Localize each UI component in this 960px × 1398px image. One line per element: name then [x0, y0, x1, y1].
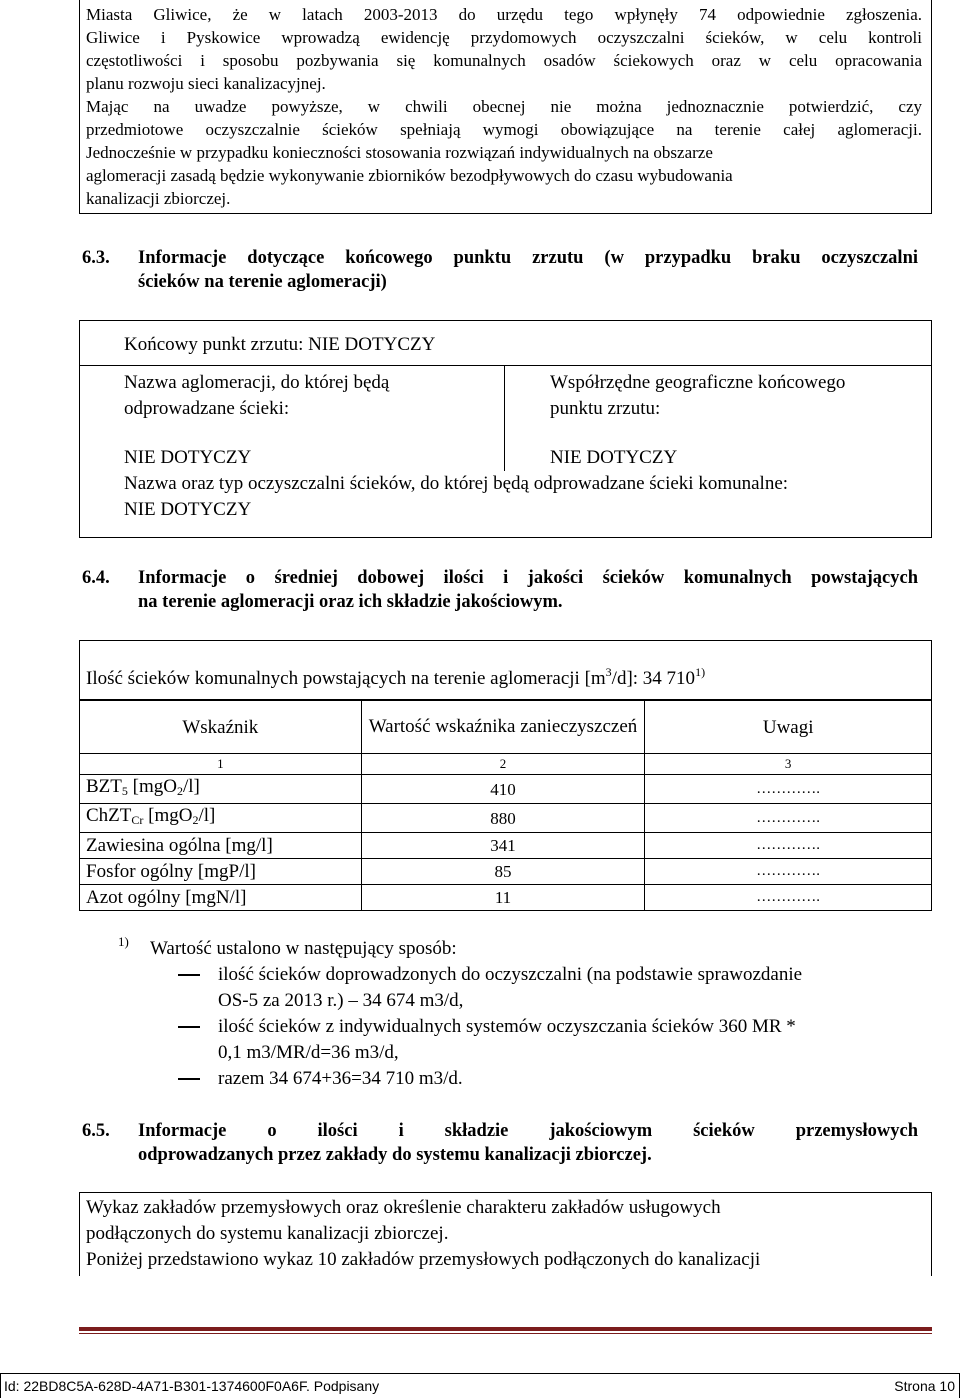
section-title: Informacje dotyczące końcowego punktu zrzutu (w przypadku braku oczyszczalni ścieków na terenie aglomeracji) [138, 248, 918, 292]
dash-bullet [178, 1078, 200, 1080]
indicator-value: 11 [361, 885, 645, 911]
plant-type-label: Nazwa oraz typ oczyszczalni ścieków, do której będą odprowadzane ścieki komunalne: [124, 473, 789, 494]
column-number: 2 [361, 754, 645, 775]
footer-rule-thin [79, 1333, 932, 1334]
text-line: częstotliwości i sposobu pozbywania się komunalnych osadów ściekowych oraz w celu opracowania [86, 51, 922, 70]
box-divider-vertical [504, 365, 505, 471]
text-line: Gliwice i Pyskowice wprowadzą ewidencję przydomowych oczyszczalni ścieków, w celu kontroli [86, 28, 922, 47]
section-number: 6.4. [82, 568, 110, 588]
section-number: 6.3. [82, 248, 110, 268]
footer-rule [79, 1327, 932, 1331]
box-divider-horizontal [80, 365, 931, 366]
agglomeration-name-label: Nazwa aglomeracji, do której będą odprowadzane ścieki: [124, 372, 390, 419]
indicator-name: ChZT$_{Cr}$ [mgO$_2$/l] [80, 804, 362, 833]
industrial-plants-box [79, 1192, 932, 1276]
text-line: przedmiotowe oczyszczalnie ścieków spełniają wymogi obowiązujące na terenie całej aglomeracji. [86, 120, 922, 139]
text-line: podłączonych do systemu kanalizacji zbiorczej. [86, 1223, 449, 1244]
indicator-name: Zawiesina ogólna [mg/l] [80, 833, 362, 859]
indicator-note: …………. [645, 885, 932, 911]
discharge-point-box [79, 320, 932, 538]
dash-bullet [178, 1026, 200, 1028]
indicator-value: 880 [361, 804, 645, 833]
indicator-value: 410 [361, 775, 645, 804]
text-line: Poniżej przedstawiono wykaz 10 zakładów przemysłowych podłączonych do kanalizacji [86, 1249, 761, 1270]
footnote-intro: Wartość ustalono w następujący sposób: [150, 938, 457, 959]
header-value: Wartość wskaźnika zanieczyszczeń [361, 701, 645, 754]
dash-bullet [178, 974, 200, 976]
indicator-value: 341 [361, 833, 645, 859]
footnote-ref: 1) [695, 665, 706, 679]
table-row [80, 775, 932, 804]
table-row [80, 885, 932, 911]
continuation-box [79, 0, 932, 214]
section-6-5-heading [82, 1119, 922, 1171]
list-item: ilość ścieków z indywidualnych systemów oczyszczania ścieków 360 MR * 0,1 m3/MR/d=36 m3/d, [178, 1014, 918, 1066]
coordinates-label: Współrzędne geograficzne końcowego punktu zrzutu: [550, 372, 846, 419]
text-line: Mając na uwadze powyższe, w chwili obecnej nie można jednoznacznie potwierdzić, czy [86, 97, 922, 116]
column-number: 3 [645, 754, 932, 775]
list-item: razem 34 674+36=34 710 m3/d. [178, 1066, 918, 1092]
table-header-row [80, 701, 932, 754]
table-row [80, 859, 932, 885]
list-item: ilość ścieków doprowadzonych do oczyszczalni (na podstawie sprawozdanie OS-5 za 2013 r.) – 34 674 m3/d, [178, 962, 918, 1014]
indicator-note: …………. [645, 833, 932, 859]
quantity-text: Ilość ścieków komunalnych powstających na terenie aglomeracji $[m^3/d]$: 34 710$^{1)}$ [86, 665, 706, 689]
indicator-value: 85 [361, 859, 645, 885]
column-number: 1 [80, 754, 362, 775]
section-title: Informacje o średniej dobowej ilości i jakości ścieków komunalnych powstających na terenie aglomeracji oraz ich składzie jakościowym. [138, 568, 918, 612]
section-number: 6.5. [82, 1121, 110, 1141]
footer-bar [0, 1373, 960, 1398]
box-text [86, 1195, 760, 1273]
text-line: Jednocześnie w przypadku konieczności stosowania rozwiązań indywidualnych na obszarze [86, 143, 713, 162]
table-column-numbers-row [80, 754, 932, 775]
indicator-note: …………. [645, 804, 932, 833]
plant-type-value: NIE DOTYCZY [124, 499, 252, 520]
indicator-name: $BZT_5$ [mgO$_2$/l] [80, 775, 362, 804]
section-title: Informacje o ilości i składzie jakościowym ścieków przemysłowych odprowadzanych przez zakłady do systemu kanalizacji zbiorczej. [138, 1121, 918, 1165]
quantity-box [79, 640, 932, 700]
indicator-note: …………. [645, 775, 932, 804]
section-6-3-heading [82, 246, 922, 298]
continuation-text [86, 3, 922, 210]
page-number: Strona 10 [894, 1378, 955, 1394]
text-line: Wykaz zakładów przemysłowych oraz określenie charakteru zakładów usługowych [86, 1197, 721, 1218]
document-id: Id: 22BD8C5A-628D-4A71-B301-1374600F0A6F. Podpisany [4, 1378, 380, 1394]
footnote-mark: 1) [118, 934, 129, 949]
text-line: kanalizacji zbiorczej. [86, 189, 231, 208]
table-row [80, 804, 932, 833]
indicator-note: …………. [645, 859, 932, 885]
pollutant-indicator-table [79, 700, 932, 911]
text-line: aglomeracji zasadą będzie wykonywanie zbiorników bezodpływowych do czasu wybudowania [86, 166, 733, 185]
header-indicator: Wskaźnik [80, 701, 362, 754]
text-line: Miasta Gliwice, że w latach 2003-2013 do urzędu tego wpłynęły 74 odpowiednie zgłoszenia. [86, 5, 922, 24]
indicator-name: Fosfor ogólny [mgP/l] [80, 859, 362, 885]
indicator-name: Azot ogólny [mgN/l] [80, 885, 362, 911]
agglomeration-name-value: NIE DOTYCZY [124, 447, 252, 468]
endpoint-label: Końcowy punkt zrzutu: NIE DOTYCZY [124, 334, 436, 355]
section-6-4-heading [82, 566, 922, 618]
table-row [80, 833, 932, 859]
header-notes: Uwagi [645, 701, 932, 754]
coordinates-value: NIE DOTYCZY [550, 447, 678, 468]
text-line: planu rozwoju sieci kanalizacyjnej. [86, 74, 326, 93]
